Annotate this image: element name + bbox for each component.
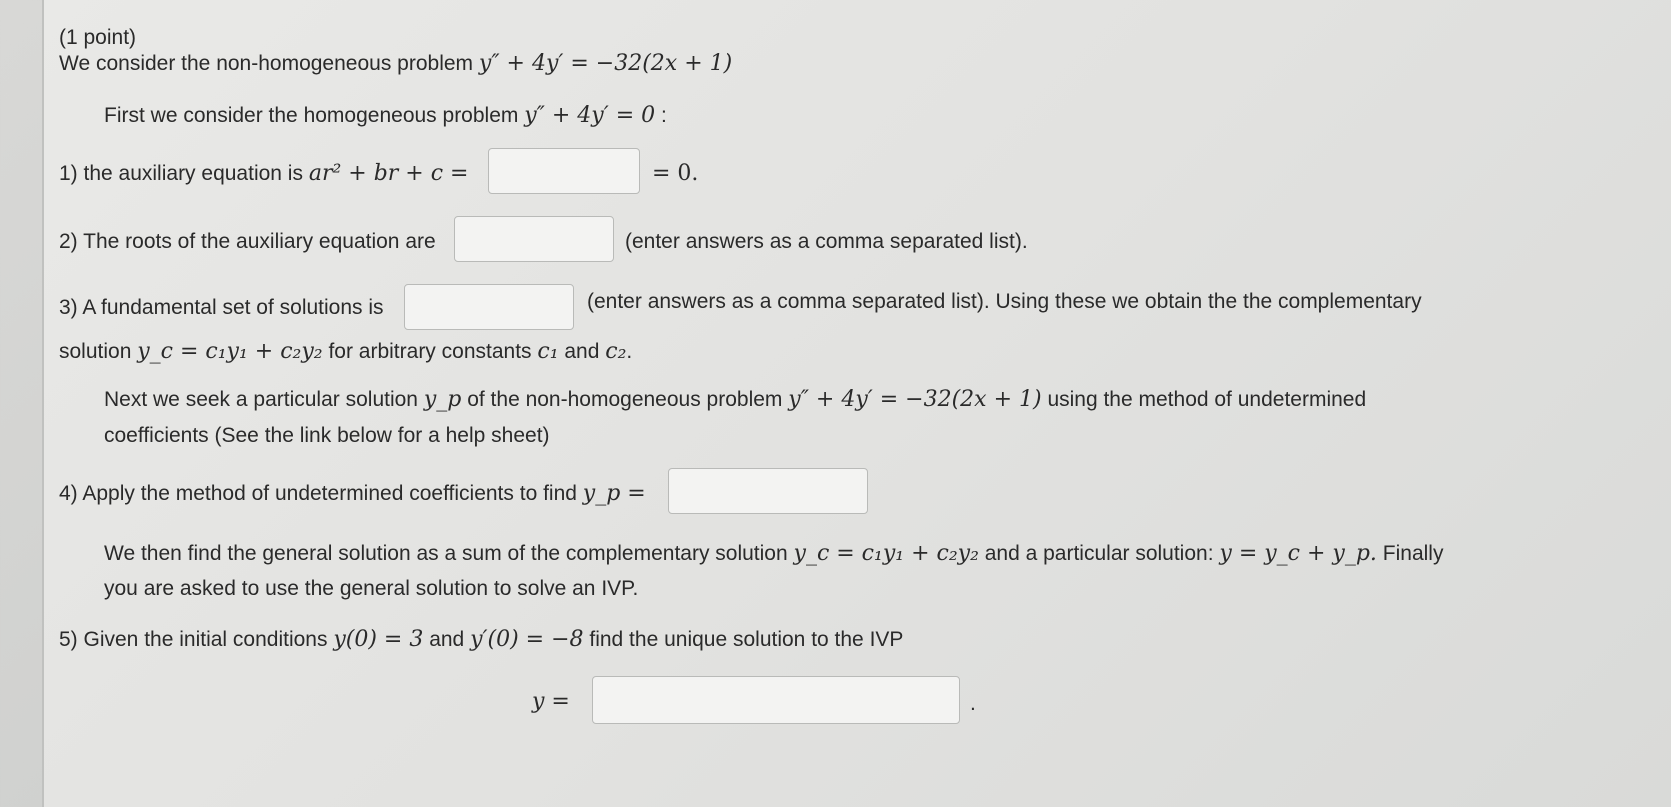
q1-answer-input[interactable] xyxy=(488,148,640,194)
general-text-b: and a particular solution: xyxy=(984,542,1214,565)
particular-text-a: Next we seek a particular solution xyxy=(104,388,418,411)
general-eq2: y = y_c + y_p. xyxy=(1219,541,1377,566)
q2-answer-input[interactable] xyxy=(454,216,614,262)
q5-lhs-text: y = xyxy=(532,689,570,714)
q1-lhs: ar² + br + c = xyxy=(308,161,469,186)
homogeneous-equation: y″ + 4y′ = 0 xyxy=(524,103,656,128)
q3-answer-input[interactable] xyxy=(404,284,574,330)
q5-ic2: y′(0) = −8 xyxy=(470,627,584,652)
q3-cont-b: for arbitrary constants xyxy=(328,340,532,363)
general-text-a: We then find the general solution as a sum of the complementary solution xyxy=(104,542,788,565)
q5-rest: find the unique solution to the IVP xyxy=(589,628,904,651)
homogeneous-line xyxy=(104,102,667,130)
q5-lhs xyxy=(532,688,570,716)
q3-cont-a: solution xyxy=(59,340,132,363)
points-label: (1 point) xyxy=(59,26,137,49)
particular-equation: y″ + 4y′ = −32(2x + 1) xyxy=(788,387,1042,412)
q5-answer-input[interactable] xyxy=(592,676,960,724)
homogeneous-text: First we consider the homogeneous problem xyxy=(104,104,519,127)
general-line-2: you are asked to use the general solution to solve an IVP. xyxy=(104,577,639,600)
q5-label: 5) Given the initial conditions xyxy=(59,628,328,651)
q3-hint: (enter answers as a comma separated list). Using these we obtain the the complementary xyxy=(587,290,1422,313)
q3-c1: c₁ xyxy=(537,339,559,364)
particular-text-c: using the method of undetermined xyxy=(1047,388,1367,411)
q3-c2: c₂ xyxy=(605,339,627,364)
q3-and: and xyxy=(564,340,600,363)
general-text-c: Finally xyxy=(1382,542,1444,565)
q5-dot: . xyxy=(970,692,976,715)
particular-yp: y_p xyxy=(423,387,462,412)
q4-line xyxy=(59,480,646,508)
q3-label: 3) A fundamental set of solutions is xyxy=(59,296,384,319)
q1-rhs xyxy=(652,160,698,188)
q4-answer-input[interactable] xyxy=(668,468,868,514)
q4-label: 4) Apply the method of undetermined coefficients to find xyxy=(59,482,577,505)
particular-text-b: of the non-homogeneous problem xyxy=(467,388,783,411)
intro-line xyxy=(59,50,732,78)
general-eq1: y_c = c₁y₁ + c₂y₂ xyxy=(793,541,979,566)
intro-equation: y″ + 4y′ = −32(2x + 1) xyxy=(478,51,733,76)
particular-line-2: coefficients (See the link below for a help sheet) xyxy=(104,424,550,447)
q2-label: 2) The roots of the auxiliary equation are xyxy=(59,230,436,253)
q5-line xyxy=(59,626,903,654)
intro-text: We consider the non-homogeneous problem xyxy=(59,52,474,75)
q3-yc-equation: y_c = c₁y₁ + c₂y₂ xyxy=(137,339,323,364)
general-line-1 xyxy=(104,540,1443,568)
q3-continuation: solution y_c = c₁y₁ + c₂y₂ for arbitrary constants c₁ and c₂. xyxy=(59,339,633,364)
particular-line-1 xyxy=(104,386,1366,414)
homogeneous-colon: : xyxy=(660,104,667,127)
q1-label: 1) the auxiliary equation is xyxy=(59,162,303,185)
q4-lhs: y_p = xyxy=(582,481,646,506)
q1-line xyxy=(59,160,468,188)
q5-ic1: y(0) = 3 xyxy=(333,627,424,652)
q1-rhs-text: = 0. xyxy=(652,161,699,186)
q5-and: and xyxy=(429,628,465,651)
q2-hint: (enter answers as a comma separated list). xyxy=(625,230,1028,253)
